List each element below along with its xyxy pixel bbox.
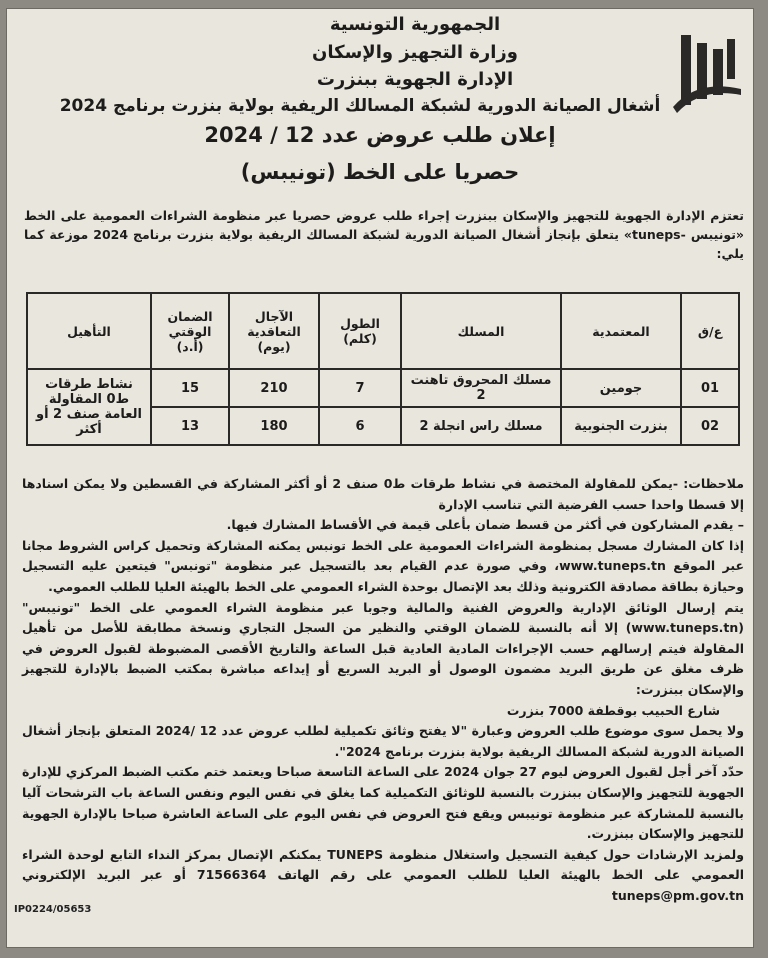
- note-paragraph: ولا يحمل سوى موضوع طلب العروض وعبارة "لا يفتح وثائق تكميلية لطلب عروض عدد 12 /2024 المتعلق بإنجاز أشغال الصيانة الدورية لشبكة المسالك الريفية بولاية بنزرت برنامج 2024".: [22, 723, 745, 759]
- project-title: أشغال الصيانة الدورية لشبكة المسالك الريفية بولاية بنزرت برنامج 2024: [59, 96, 661, 116]
- lot-number: 02: [681, 407, 739, 445]
- lot-track: مسلك راس انجلة 2: [401, 407, 561, 445]
- lot-delegation: بنزرت الجنوبية: [561, 407, 681, 445]
- notes-section: [22, 474, 744, 906]
- lot-guarantee: 13: [151, 407, 229, 445]
- lot-length: 6: [319, 407, 401, 445]
- lot-duration: 210: [229, 369, 319, 407]
- column-header: الطول (كلم): [319, 293, 401, 369]
- column-header: الضمان الوقتي (أ.د): [151, 293, 229, 369]
- note-paragraph: حدّد آخر أجل لقبول العروض ليوم 27 جوان 2024 على الساعة التاسعة صباحا ويعتمد ختم مكتب الضبط المركزي للإدارة الجهوية للتجهيز والإسكان ببنزرت بالنسبة للوثائق التكميلية كما يغلق في نفس اليوم ونفس الساعة باب الترشحات آليا بالنسبة للمشاركة عبر منظومة تونيبس ويقع فتح العروض في نفس اليوم على الساعة العاشرة صباحا بالإدارة الجهوية للتجهيز والإسكان ببنزرت.: [22, 764, 744, 842]
- tender-subtitle: حصريا على الخط (تونيبس): [240, 160, 520, 184]
- lots-table: [26, 292, 740, 446]
- note-paragraph: إذا كان المشارك مسجل بمنظومة الشراءات العمومية على الخط تونبس يمكنه المشاركة وتحميل كراس الشروط مجانا عبر الموقع www.tuneps.tn، وفي صورة عدم القيام بعد بالتسجيل عبر منظومة "تونبس" فيتعين عليه التسجيل وحيازة بطاقة مصادقة الكترونية وذلك بعد الإتصال بوحدة الشراء العمومي على الخط بالهيئة العليا للطلب العمومي.: [22, 537, 744, 594]
- note-paragraph: يتم إرسال الوثائق الإدارية والعروض الفنية والمالية وجوبا عبر منظومة الشراء العمومي على الخط "تونيبس" (www.tuneps.tn) إلا أنه بالنسبة للضمان الوقتي والنظير من السجل التجاري ونسخة مطابقة للأصل من تأهيل المقاولة فيتم إرسالهم حسب الإجراءات المادية العادية قبل الساعة والتاريخ الأقصى المضبوطة لقبول العروض في ظرف مغلق عن طريق البريد مضمون الوصول أو البريد السريع أو إيداعه مباشرة بمكتب الضبط بالإدارة للتجهيز والإسكان ببنزرت:: [22, 599, 744, 697]
- table-row: [27, 369, 739, 407]
- note-paragraph: ولمزيد الإرشادات حول كيفية التسجيل واستغلال منظومة TUNEPS يمكنكم الإتصال بمركز النداء التابع لوحدة الشراء العمومي على الخط بالهيئة العليا للطلب العمومي على رقم الهاتف 71566364 أو عبر البريد الإلكتروني tuneps@pm.gov.tn: [22, 846, 744, 903]
- lot-qualification: نشاط طرقات ط0 المقاولة العامة صنف 2 أو أكثر: [27, 369, 151, 445]
- lot-number: 01: [681, 369, 739, 407]
- ministry-title: وزارة التجهيز والإسكان: [312, 42, 518, 63]
- lot-track: مسلك المحروق تاهنت 2: [401, 369, 561, 407]
- ministry-logo-icon: [667, 29, 747, 117]
- table-header-row: [27, 293, 739, 369]
- lot-guarantee: 15: [151, 369, 229, 407]
- column-header: المعتمدية: [561, 293, 681, 369]
- regional-office-title: الإدارة الجهوية ببنزرت: [316, 69, 514, 90]
- republic-title: الجمهورية التونسية: [329, 14, 501, 35]
- tender-title: إعلان طلب عروض عدد 12 / 2024: [204, 123, 556, 147]
- column-header: ع/ق: [681, 293, 739, 369]
- note-address: شارع الحبيب بوقطفة 7000 بنزرت: [506, 702, 720, 718]
- lot-delegation: جومين: [561, 369, 681, 407]
- column-header: الآجال التعاقدية (يوم): [229, 293, 319, 369]
- lot-duration: 180: [229, 407, 319, 445]
- column-header: المسلك: [401, 293, 561, 369]
- note-paragraph: ملاحظات: -يمكن للمقاولة المختصة في نشاط طرقات ط0 صنف 2 أو أكثر المشاركة في القسطين ولا يمكن اسنادها إلا قسطا واحدا حسب الفرضية التي تناسب الإدارة: [22, 476, 744, 512]
- column-header: التأهيل: [27, 293, 151, 369]
- intro-paragraph: تعتزم الإدارة الجهوية للتجهيز والإسكان ببنزرت إجراء طلب عروض حصريا عبر منظومة الشراءات العمومية على الخط «تونيبس -tuneps» يتعلق بإنجاز أشغال الصيانة الدورية لشبكة المسالك الريفية بولاية بنزرت برنامج 2024 موزعة كما يلي:: [24, 208, 744, 261]
- lot-length: 7: [319, 369, 401, 407]
- reference-code: IP0224/05653: [14, 904, 92, 915]
- note-paragraph: – يقدم المشاركون في أكثر من قسط ضمان بأعلى قيمة في الأقساط المشارك فيها.: [226, 517, 744, 533]
